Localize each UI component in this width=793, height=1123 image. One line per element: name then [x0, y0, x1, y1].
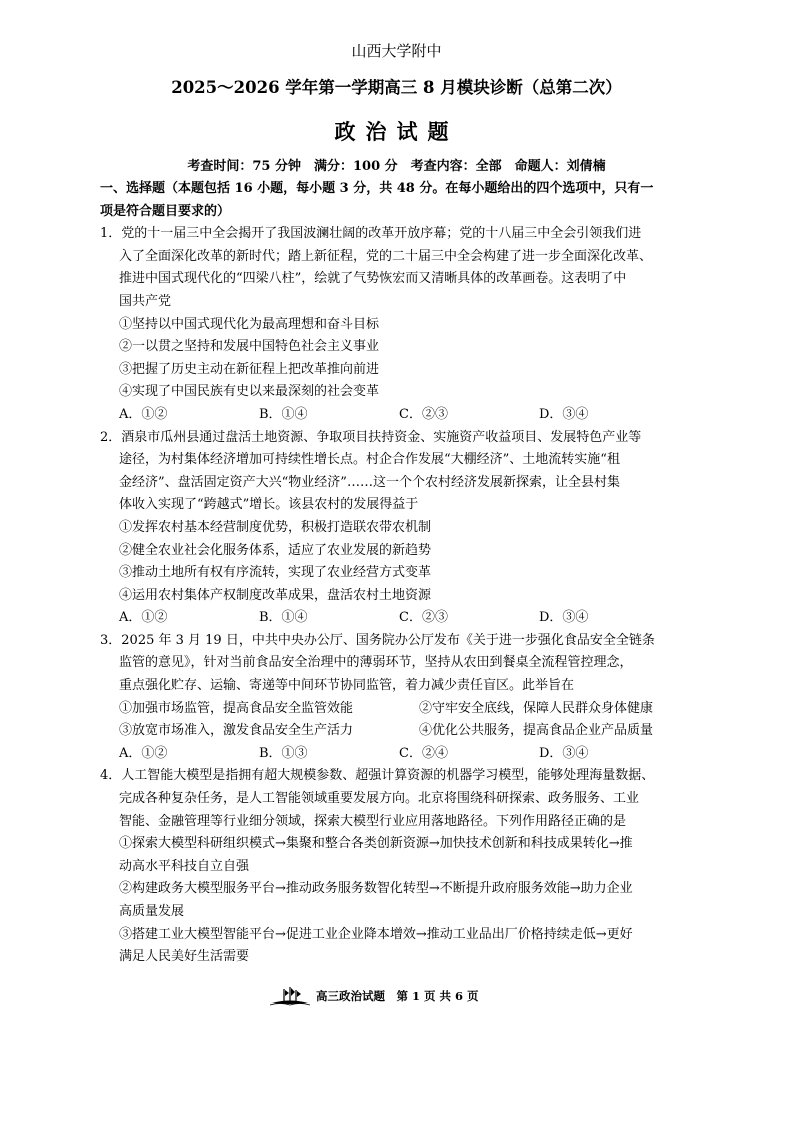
question-stem-line: 推进中国式现代化的“四梁八柱”，绘就了气势恢宏而又清晰具体的改革画卷。这表明了中: [119, 271, 627, 287]
question-stem-line: 3．2025 年 3 月 19 日，中共中央办公厅、国务院办公厅发布《关于进一步强化食品安全全链条: [100, 632, 655, 648]
answer-choice-a: A．①②: [119, 745, 168, 761]
question-stem-line: 2．酒泉市瓜州县通过盘活土地资源、争取项目扶持资金、实施资产收益项目、发展特色产业等: [100, 429, 642, 445]
question-4: [100, 765, 700, 968]
question-1: [100, 223, 700, 426]
statement-option: ②一以贯之坚持和发展中国特色社会主义事业: [119, 339, 380, 355]
statement-option: ①发挥农村基本经营制度优势，积极打造联农带农机制: [119, 519, 432, 535]
answer-choice-b: B．①④: [259, 406, 308, 422]
statement-option: ③放宽市场准入，激发食品安全生产活力: [119, 723, 354, 739]
question-stem-line: 完成各种复杂任务，是人工智能领域重要发展方向。北京将围绕科研探索、政务服务、工业: [119, 791, 640, 807]
answer-choice-b: B．①④: [259, 610, 308, 626]
exam-title: 2025～2026 学年第一学期高三 8 月模块诊断（总第二次）: [171, 78, 622, 97]
statement-option: ③把握了历史主动在新征程上把改革推向前进: [119, 361, 380, 377]
exam-meta: 考查时间：75 分钟 满分：100 分 考查内容：全部 命题人：刘倩楠: [187, 159, 606, 174]
statement-option: ②健全农业社会化服务体系，适应了农业发展的新趋势: [119, 542, 432, 558]
statement-option: ④运用农村集体产权制度改革成果，盘活农村土地资源: [119, 587, 432, 603]
content: [100, 178, 700, 969]
question-stem-line: 监管的意见》，针对当前食品安全治理中的薄弱环节，坚持从农田到餐桌全流程管控理念，: [119, 655, 633, 671]
answer-choice-b: B．①③: [259, 745, 308, 761]
statement-option: ④优化公共服务，提高食品企业产品质量: [419, 723, 654, 739]
question-stem-line: 重点强化贮存、运输、寄递等中间环节协同监管，着力减少责任盲区。此举旨在: [119, 678, 575, 694]
statement-option: ④实现了中国民族有史以来最深刻的社会变革: [119, 384, 380, 400]
subject-title: 政治试题: [334, 119, 459, 144]
answer-choice-a: A．①②: [119, 406, 168, 422]
question-stem-line: 4．人工智能大模型是指拥有超大规模参数、超强计算资源的机器学习模型，能够处理海量数据、: [100, 768, 655, 784]
question-stem-line: 入了全面深化改革的新时代；踏上新征程，党的二十届三中全会构建了进一步全面深化改革、: [119, 248, 653, 264]
page-footer: [270, 986, 570, 1006]
statement-option: 满足人民美好生活需要: [119, 949, 250, 965]
statement-option-row: [100, 698, 700, 721]
answer-choices: [100, 743, 700, 766]
answer-choice-a: A．①②: [119, 610, 168, 626]
answer-choice-c: C．②④: [399, 745, 448, 761]
statement-option: ③搭建工业大模型智能平台→促进工业企业降本增效→推动工业品出厂价格持续走低→更好: [119, 926, 633, 942]
question-stem-line: 金经济”、盘活固定资产大兴“物业经济”……这一个个农村经济发展新探索，让全县村集: [119, 474, 620, 490]
question-stem-line: 体收入实现了“跨越式”增长。该县农村的发展得益于: [119, 497, 419, 513]
question-stem-line: 国共产党: [119, 293, 172, 309]
school-name: 山西大学附中: [351, 42, 442, 60]
question-2: [100, 427, 700, 630]
section-heading-line: 一、选择题（本题包括 16 小题，每小题 3 分，共 48 分。在每小题给出的四个选项中，只有一: [100, 181, 654, 196]
question-stem-line: 智能、金融管理等行业细分领域，探索大模型行业应用落地路径。下列作用路径正确的是: [119, 813, 627, 829]
question-stem-line: 1．党的十一届三中全会揭开了我国波澜壮阔的改革开放序幕；党的十八届三中全会引领我们进: [100, 226, 642, 242]
question-3: [100, 630, 700, 766]
section-heading: [100, 178, 700, 223]
statement-option: 高质量发展: [119, 904, 185, 919]
statement-option: ①加强市场监管，提高食品安全监管效能: [119, 700, 354, 716]
statement-option: ②构建政务大模型服务平台→推动政务服务数智化转型→不断提升政府服务效能→助力企业: [119, 881, 633, 897]
statement-option: ①坚持以中国式现代化为最高理想和奋斗目标: [119, 316, 380, 332]
answer-choices: [100, 607, 700, 630]
footer-page-info: 高三政治试题 第 1 页 共 6 页: [316, 989, 479, 1003]
section-heading-line: 项是符合题目要求的）: [100, 203, 231, 219]
statement-option: ③推动土地所有权有序流转，实现了农业经营方式变革: [119, 565, 432, 581]
answer-choices: [100, 404, 700, 427]
answer-choice-c: C．②③: [399, 406, 448, 422]
answer-choice-d: D．③④: [539, 406, 589, 422]
answer-choice-d: D．③④: [539, 610, 589, 626]
statement-option: ②守牢安全底线，保障人民群众身体健康: [419, 700, 654, 716]
statement-option: ①探索大模型科研组织模式→集聚和整合各类创新资源→加快技术创新和科技成果转化→推: [119, 836, 633, 852]
statement-option: 动高水平科技自立自强: [119, 858, 250, 874]
statement-option-row: [100, 720, 700, 743]
answer-choice-d: D．③④: [539, 745, 589, 761]
answer-choice-c: C．②③: [399, 610, 448, 626]
ship-logo-icon: [270, 986, 310, 1006]
question-stem-line: 途径，为村集体经济增加可持续性增长点。村企合作发展“大棚经济”、土地流转实施“租: [119, 452, 620, 468]
